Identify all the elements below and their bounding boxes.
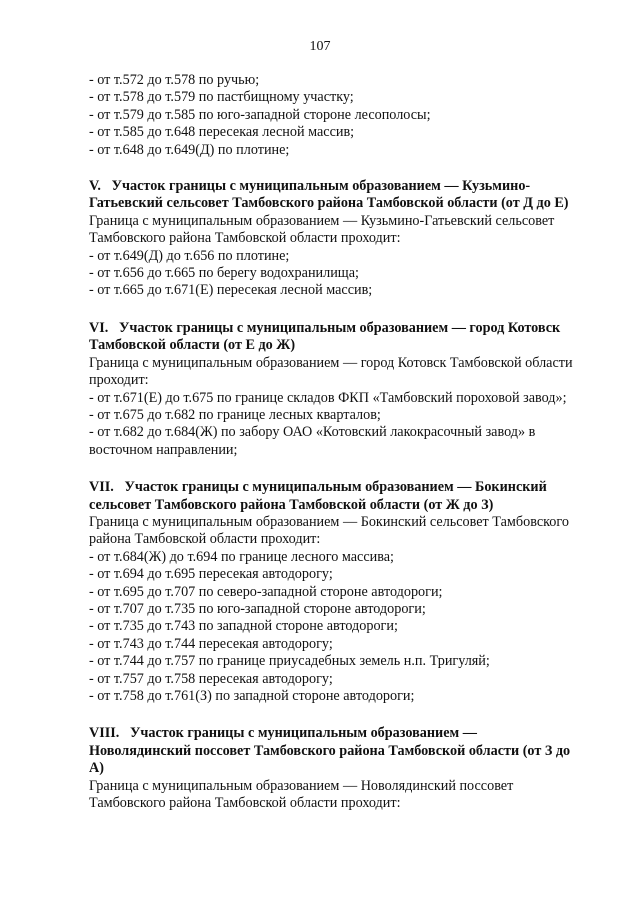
list-item: - от т.744 до т.757 по границе приусадебных земель н.п. Тригуляй; xyxy=(89,653,490,670)
section-intro-line: Граница с муниципальным образованием — Бокинский сельсовет Тамбовского xyxy=(89,513,569,530)
section-v xyxy=(89,178,605,300)
list-item: - от т.665 до т.671(Е) пересекая лесной массив; xyxy=(89,282,373,299)
list-item: - от т.682 до т.684(Ж) по забору ОАО «Котовский лакокрасочный завод» в xyxy=(89,424,536,441)
list-item: - от т.579 до т.585 по юго-западной стороне лесополосы; xyxy=(89,106,431,123)
list-item: - от т.684(Ж) до т.694 по границе лесного массива; xyxy=(89,548,394,565)
list-item: - от т.578 до т.579 по пастбищному участку; xyxy=(89,89,354,106)
section-heading-line: Гатьевский сельсовет Тамбовского района Тамбовской области (от Д до Е) xyxy=(89,195,569,212)
list-item-continuation: восточном направлении; xyxy=(89,441,238,458)
section-heading-line: сельсовет Тамбовского района Тамбовской области (от Ж до З) xyxy=(89,496,494,513)
list-item: - от т.694 до т.695 пересекая автодорогу; xyxy=(89,566,333,583)
intro-list xyxy=(89,72,605,159)
list-item: - от т.757 до т.758 пересекая автодорогу; xyxy=(89,670,333,687)
section-heading-line: А) xyxy=(89,760,104,777)
document-body xyxy=(89,72,605,812)
section-intro-line: Граница с муниципальным образованием — Новолядинский поссовет xyxy=(89,777,514,794)
section-intro-line: Тамбовского района Тамбовской области проходит: xyxy=(89,230,401,247)
section-intro-line: района Тамбовской области проходит: xyxy=(89,531,321,548)
list-item: - от т.758 до т.761(З) по западной стороне автодороги; xyxy=(89,688,415,704)
section-intro-line: проходит: xyxy=(89,372,149,389)
section-heading-line: VIII. Участок границы с муниципальным образованием — xyxy=(89,725,477,742)
section-heading-line: VI. Участок границы с муниципальным образованием — город Котовск xyxy=(89,319,561,336)
section-viii xyxy=(89,725,605,812)
list-item: - от т.648 до т.649(Д) по плотине; xyxy=(89,141,290,158)
list-item: - от т.695 до т.707 по северо-западной стороне автодороги; xyxy=(89,583,443,600)
list-item: - от т.671(Е) до т.675 по границе складов ФКП «Тамбовский пороховой завод»; xyxy=(89,389,567,406)
page-number: 107 xyxy=(309,39,331,54)
list-item: - от т.649(Д) до т.656 по плотине; xyxy=(89,247,290,264)
list-item: - от т.743 до т.744 пересекая автодорогу; xyxy=(89,635,333,652)
section-heading-line: Тамбовской области (от Е до Ж) xyxy=(89,337,296,354)
section-heading-line: V. Участок границы с муниципальным образованием — Кузьмино- xyxy=(89,178,531,195)
list-item: - от т.735 до т.743 по западной стороне автодороги; xyxy=(89,618,398,635)
section-intro-line: Граница с муниципальным образованием — Кузьмино-Гатьевский сельсовет xyxy=(89,212,555,229)
section-heading-line: VII. Участок границы с муниципальным образованием — Бокинский xyxy=(89,479,547,496)
section-intro-line: Тамбовского района Тамбовской области проходит: xyxy=(89,795,401,812)
section-vi xyxy=(89,320,605,459)
list-item: - от т.707 до т.735 по юго-западной стороне автодороги; xyxy=(89,600,426,617)
section-vii xyxy=(89,479,605,705)
list-item: - от т.675 до т.682 по границе лесных кварталов; xyxy=(89,406,381,423)
list-item: - от т.585 до т.648 пересекая лесной массив; xyxy=(89,124,355,141)
list-item: - от т.572 до т.578 по ручью; xyxy=(89,72,260,88)
list-item: - от т.656 до т.665 по берегу водохранилища; xyxy=(89,265,359,282)
section-intro-line: Граница с муниципальным образованием — город Котовск Тамбовской области xyxy=(89,354,573,371)
section-heading-line: Новолядинский поссовет Тамбовского района Тамбовской области (от З до xyxy=(89,742,571,759)
